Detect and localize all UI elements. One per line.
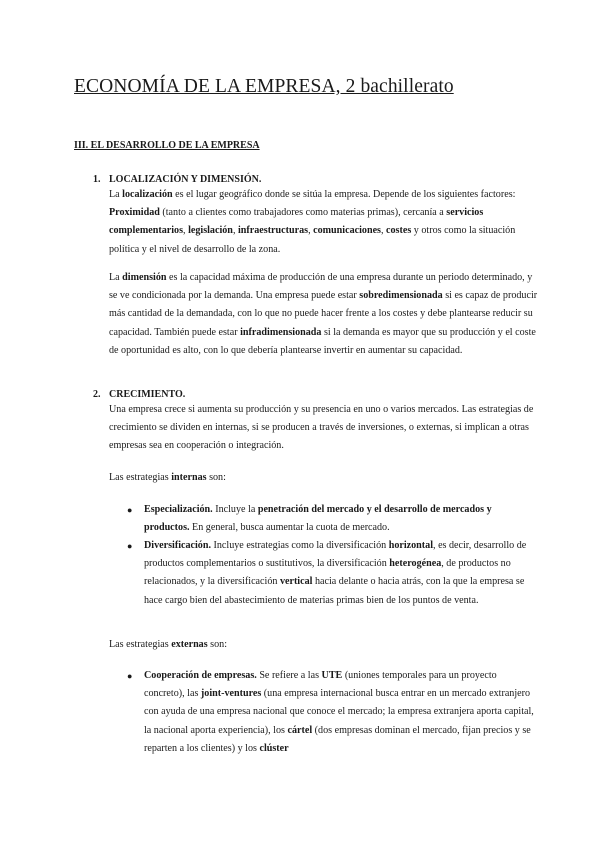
section-heading: III. EL DESARROLLO DE LA EMPRESA [74,140,260,151]
paragraph-crecimiento: Una empresa crece si aumenta su producción y su presencia en uno o varios mercados. Las estrategias de crecimiento se dividen en internas, si se producen a través de inversiones, o externas, si implican a otras empresas sea en cooperación o integración. [109,404,534,452]
item-number-2: 2. [93,389,101,400]
list-item-diversificacion: Diversificación. Incluye estrategias como la diversificación horizontal, es decir, desarrollo de productos complementarios o sustitutivos, la diversificación heterogénea, de productos no relacionados, y la diversificación vertical hacia delante o hacia atrás, con la que la empresa se hace cargo bien del abastecimiento de materias primas bien de los puntos de venta. [144,540,527,606]
paragraph-localizacion: La localización es el lugar geográfico donde se sitúa la empresa. Depende de los siguientes factores: Proximidad (tanto a clientes como trabajadores como materias primas), cercanía a servicios complementarios, legislación, infraestructuras, comunicaciones, costes y otros como la situación política y el nivel de desarrollo de la zona. [109,189,516,255]
heading-localizacion: LOCALIZACIÓN Y DIMENSIÓN. [109,174,262,185]
paragraph-dimension: La dimensión es la capacidad máxima de producción de una empresa durante un periodo determinado, y se ve condicionada por la demanda. Una empresa puede estar sobredimensionada si es capaz de producir más cantidad de la demandada, con lo que no puede hacer frente a los costes y debe plantearse reducir su capacidad. También puede estar infradimensionada si la demanda es mayor que su producción y el coste de oportunidad es alto, con lo que debería plantearse invertir en aumentar su capacidad. [109,272,538,356]
internas-lead: Las estrategias internas son: [109,472,226,483]
externas-lead: Las estrategias externas son: [109,639,228,650]
list-item-cooperacion: Cooperación de empresas. Se refiere a las UTE (uniones temporales para un proyecto concreto), las joint-ventures (una empresa internacional busca entrar en un mercado extranjero con ayuda de una empresa nacional que conoce el mercado; la empresa extranjera aporta capital, la nacional aporta experiencia), los cártel (dos empresas dominan el mercado, fijan precios y se reparten a los clientes) y los clúster [144,670,534,754]
list-item-especializacion: Especialización. Incluye la penetración del mercado y el desarrollo de mercados y productos. En general, busca aumentar la cuota de mercado. [144,504,492,534]
bullet-icon: ● [127,505,133,515]
bullet-icon: ● [127,671,133,681]
bullet-icon: ● [127,541,133,551]
document-title: ECONOMÍA DE LA EMPRESA, 2 bachillerato [74,76,454,97]
item-number-1: 1. [93,174,101,185]
heading-crecimiento: CRECIMIENTO. [109,389,186,400]
